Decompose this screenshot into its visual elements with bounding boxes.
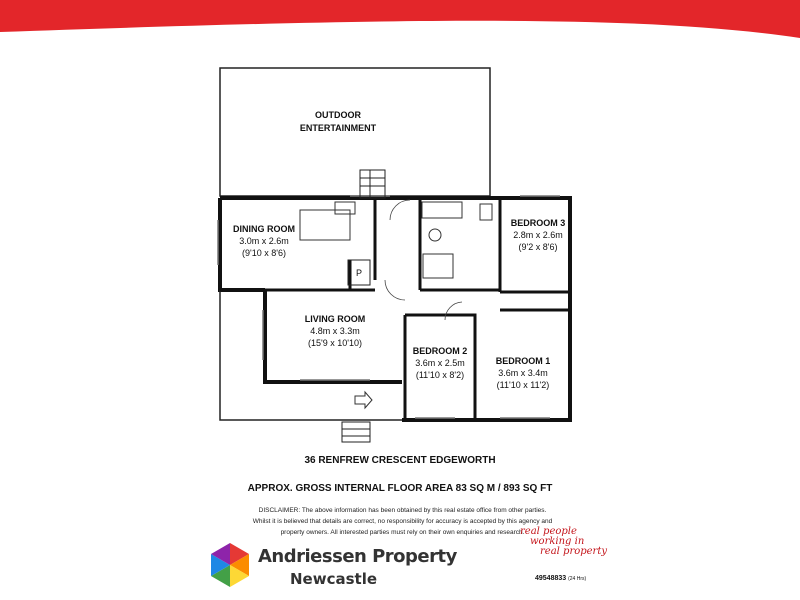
- bedroom1-dims-m: 3.6m x 3.4m: [498, 368, 548, 378]
- andriessen-logo-icon: [205, 540, 255, 590]
- deck-outline: [220, 290, 402, 420]
- bathtub: [422, 202, 462, 218]
- floor-area: APPROX. GROSS INTERNAL FLOOR AREA 83 SQ M / 893 SQ FT: [247, 483, 553, 494]
- reference-code: 49548833: [535, 575, 567, 582]
- bedroom2-dims-ft: (11'10 x 8'2): [415, 370, 465, 380]
- outdoor-label-line2: ENTERTAINMENT: [299, 123, 377, 133]
- bedroom3-dims-ft: (9'2 x 8'6): [518, 242, 558, 252]
- living-room-dims-m: 4.8m x 3.3m: [310, 326, 360, 336]
- dining-room-dims-m: 3.0m x 2.6m: [239, 236, 289, 246]
- bedroom1-dims-ft: (11'10 x 11'2): [496, 380, 550, 390]
- disclaimer-line1: DISCLAIMER: The above information has been obtained by this real estate office from other parties.: [258, 507, 547, 514]
- basin: [429, 229, 441, 241]
- bedroom1-name: BEDROOM 1: [495, 356, 551, 366]
- entry-arrow-icon: [355, 392, 372, 408]
- kitchen-sink: [335, 202, 355, 214]
- tagline-line3: real property: [540, 546, 608, 557]
- brand-tagline: [520, 527, 610, 557]
- floor-plan: [190, 20, 610, 460]
- brand-name: Andriessen Property: [258, 546, 457, 567]
- rear-steps: [360, 170, 385, 198]
- living-room-dims-ft: (15'9 x 10'10): [308, 338, 362, 348]
- pantry-label: P: [355, 268, 363, 278]
- property-address: 36 RENFREW CRESCENT EDGEWORTH: [304, 455, 496, 466]
- tagline-line2: working in: [530, 536, 585, 547]
- dining-room-dims-ft: (9'10 x 8'6): [242, 248, 286, 258]
- disclaimer-line2: Whilst it is believed that details are correct, no responsibility for accuracy is accepted by this agency and: [252, 518, 553, 525]
- toilet: [480, 204, 492, 220]
- tagline-line1: real people: [520, 526, 577, 537]
- disclaimer-line3: property owners. All interested parties must rely on their own enquiries and research.: [280, 529, 525, 536]
- bedroom2-dims-m: 3.6m x 2.5m: [415, 358, 465, 368]
- shower: [423, 254, 453, 278]
- bedroom3-dims-m: 2.8m x 2.6m: [513, 230, 563, 240]
- reference-number: [535, 575, 586, 582]
- brand-location: Newcastle: [290, 570, 378, 588]
- outdoor-label-line1: OUTDOOR: [315, 110, 361, 120]
- reference-note: (24 Hrs): [568, 576, 587, 582]
- front-steps: [342, 422, 370, 442]
- bedroom3-name: BEDROOM 3: [510, 218, 566, 228]
- bedroom2-name: BEDROOM 2: [412, 346, 468, 356]
- dining-room-name: DINING ROOM: [233, 224, 295, 234]
- living-room-name: LIVING ROOM: [304, 314, 366, 324]
